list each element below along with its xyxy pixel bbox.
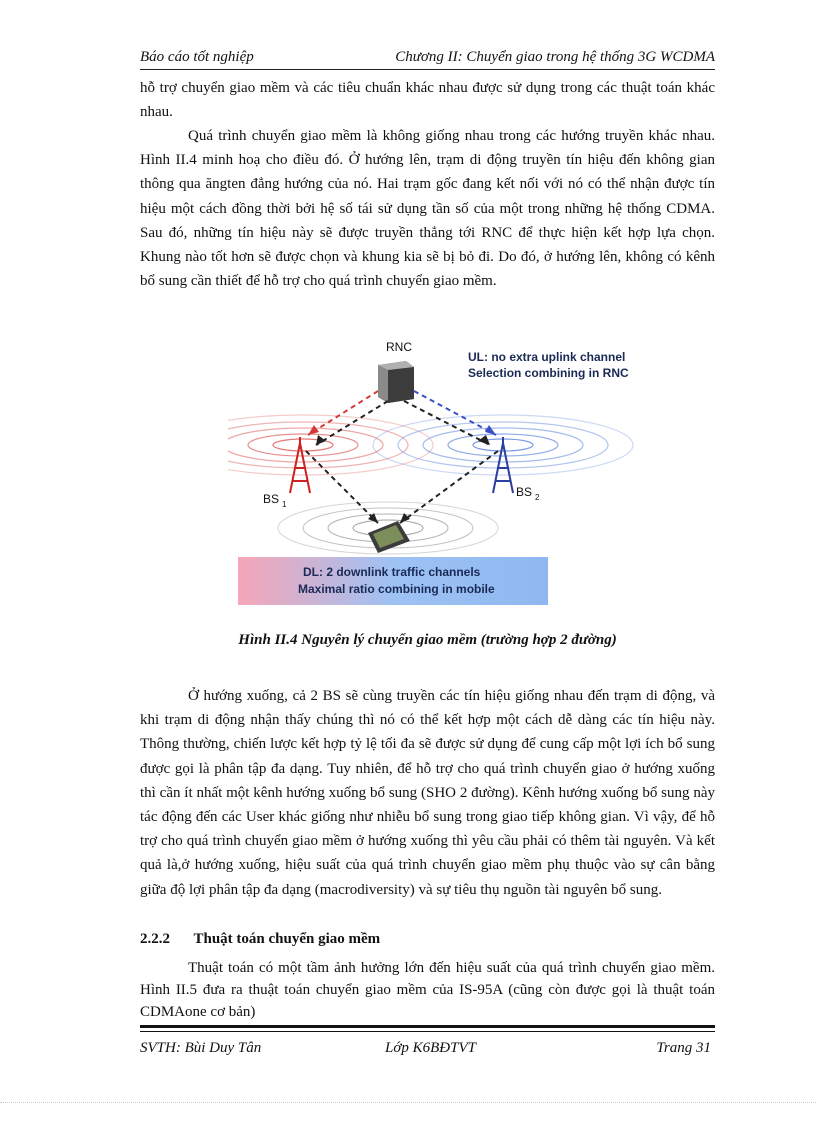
paragraph-uplink: Quá trình chuyển giao mềm là không giống nhau trong các hướng truyền khác nhau. Hình II.4 minh hoạ cho điều đó. Ở hướng lên, trạm di động truyền tín hiệu đến không gian thông qua ăngten đẳng hướng của nó. Hai trạm gốc đang kết nối với nó có thể nhận được tín hiệu một cách đồng thời bởi hệ số tái sử dụng tần số của một trong những hệ thống CDMA. Sau đó, những tín hiệu này sẽ được truyền thẳng tới RNC để thực hiện kết hợp lựa chọn. Khung nào tốt hơn sẽ được chọn và khung kia sẽ bị bỏ đi. Do đó, ở hướng lên, không có kênh bổ sung cần thiết để hỗ trợ cho quá trình chuyển giao mềm. <box>140 128 715 290</box>
paragraph-downlink: Ở hướng xuống, cả 2 BS sẽ cùng truyền các tín hiệu giống nhau đến trạm di động, và khi trạm di động nhận thấy chúng thì nó có thể kết hợp một cách dễ dàng các tín hiệu này. Thông thường, chiến lược kết hợp tỷ lệ tối đa sẽ được sử dụng để cung cấp một lợi ích bổ sung được gọi là phân tập đa dạng. Tuy nhiên, để hỗ trợ cho quá trình chuyển giao ở hướng xuống thì cần ít nhất một kênh hướng xuống bổ sung (SHO 2 đường). Kênh hướng xuống bổ sung này tác động đến các User khác giống như nhiễu bổ sung trong giao tiếp không gian. Vì vậy, để hỗ trợ cho quá trình chuyển giao mềm ở hướng xuống thì yêu cầu phải có thêm tài nguyên. Và kết quả là,ở hướng xuống, hiệu suất của quá trình chuyển giao mềm phụ thuộc vào sự cân bằng giữa độ lợi phân tập đa dạng (macrodiversity) và sự tiêu thụ nguồn tài nguyên bổ sung. <box>140 688 715 898</box>
arrow-head-red <box>308 425 319 435</box>
paragraph-continued: hỗ trợ chuyển giao mềm và các tiêu chuẩn khác nhau được sử dụng trong các thuật toán khác nhau. <box>140 80 715 121</box>
bs2-tower-icon <box>493 437 513 493</box>
header-chapter-title: Chương II: Chuyển giao trong hệ thống 3G WCDMA <box>395 49 715 65</box>
bs2-subscript: 2 <box>535 493 540 502</box>
uplink-note-line2: Selection combining in RNC <box>468 366 629 380</box>
footer-student: SVTH: Bùi Duy Tân <box>140 1040 262 1056</box>
bs1-tower-icon <box>290 437 310 493</box>
arrow-head-blue <box>485 425 496 435</box>
footer-class: Lớp K6BĐTVT <box>385 1040 476 1056</box>
downlink-note-line2: Maximal ratio combining in mobile <box>298 582 495 596</box>
section-heading <box>140 931 380 948</box>
footer-page-number: Trang 31 <box>656 1040 711 1056</box>
downlink-note-line1: DL: 2 downlink traffic channels <box>303 565 481 579</box>
section-title: Thuật toán chuyển giao mềm <box>193 931 381 947</box>
rnc-label: RNC <box>386 340 412 354</box>
bottom-dotted-border <box>0 1102 816 1103</box>
uplink-note-line1: UL: no extra uplink channel <box>468 350 626 364</box>
rnc-icon <box>378 361 414 403</box>
figure-caption: Hình II.4 Nguyên lý chuyển giao mềm (trường hợp 2 đường) <box>238 632 617 648</box>
paragraph-algorithm: Thuật toán có một tầm ảnh hưởng lớn đến hiệu suất của quá trình chuyển giao mềm. Hình II.5 đưa ra thuật toán chuyển giao mềm của IS-95A (cũng còn được gọi là thuật toán CDMAone cơ bản) <box>140 960 715 1020</box>
soft-handover-figure <box>228 333 648 608</box>
bs1-label: BS <box>263 492 280 506</box>
header-rule <box>140 69 715 70</box>
footer-rule-thick <box>140 1025 715 1028</box>
footer-rule-thin <box>140 1031 715 1032</box>
page-footer <box>140 1038 715 1062</box>
header-report-title: Báo cáo tốt nghiệp <box>140 49 254 65</box>
soft-handover-diagram <box>228 333 648 608</box>
section-number: 2.2.2 <box>140 931 170 947</box>
bs1-subscript: 1 <box>282 500 287 509</box>
arrow-head-black-1 <box>316 435 326 445</box>
bs2-label: BS <box>516 485 533 499</box>
bs1-coverage-rings <box>228 415 433 475</box>
page-header <box>140 45 715 69</box>
